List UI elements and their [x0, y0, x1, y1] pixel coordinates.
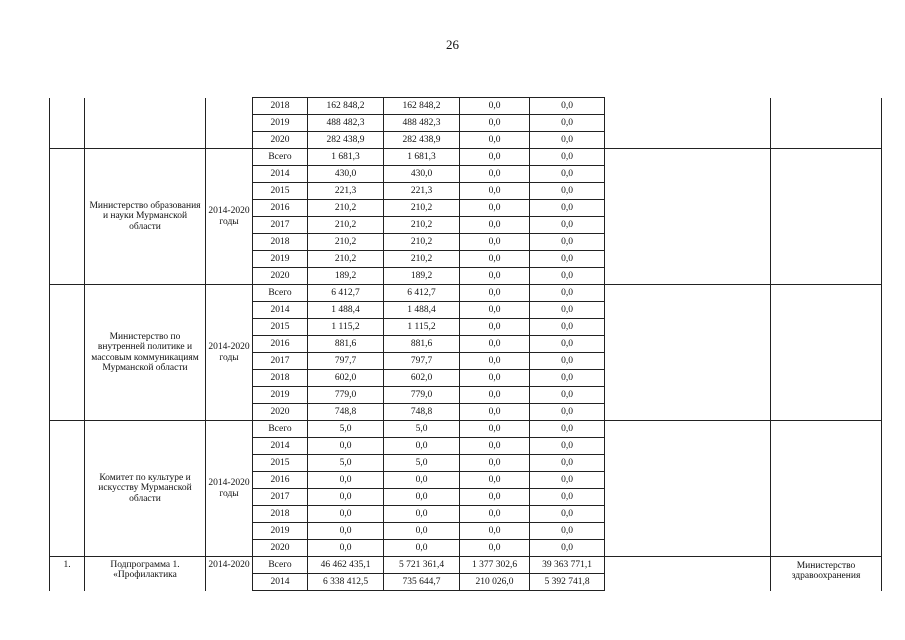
amount-cell: 0,0: [530, 523, 605, 540]
year-cell: 2018: [253, 370, 308, 387]
amount-cell: 1 488,4: [384, 302, 460, 319]
amount-cell: 797,7: [384, 353, 460, 370]
total-cell: 881,6: [308, 336, 384, 353]
amount-cell: 0,0: [530, 234, 605, 251]
total-cell: 282 438,9: [308, 132, 384, 149]
total-cell: 430,0: [308, 166, 384, 183]
total-cell: 210,2: [308, 234, 384, 251]
amount-cell: 0,0: [530, 472, 605, 489]
total-cell: 0,0: [308, 540, 384, 557]
amount-cell: 0,0: [460, 302, 530, 319]
amount-cell: 39 363 771,1: [530, 557, 605, 574]
amount-cell: 0,0: [530, 387, 605, 404]
item-name: Подпрограмма 1. «Профилактика: [85, 557, 206, 591]
amount-cell: 0,0: [460, 472, 530, 489]
amount-cell: 735 644,7: [384, 574, 460, 591]
executor-cell: Министерство здравоохранения: [771, 557, 882, 591]
total-cell: 5,0: [308, 455, 384, 472]
total-cell: 748,8: [308, 404, 384, 421]
total-cell: 5,0: [308, 421, 384, 438]
amount-cell: 0,0: [460, 268, 530, 285]
amount-cell: 282 438,9: [384, 132, 460, 149]
total-cell: 488 482,3: [308, 115, 384, 132]
amount-cell: 5 721 361,4: [384, 557, 460, 574]
year-cell: 2018: [253, 98, 308, 115]
amount-cell: 0,0: [530, 438, 605, 455]
amount-cell: 0,0: [530, 115, 605, 132]
total-cell: 0,0: [308, 489, 384, 506]
year-cell: 2017: [253, 489, 308, 506]
amount-cell: 221,3: [384, 183, 460, 200]
amount-cell: 0,0: [530, 455, 605, 472]
amount-cell: 0,0: [460, 234, 530, 251]
item-number: [50, 98, 85, 149]
indicator-cell: [605, 557, 771, 591]
amount-cell: 0,0: [530, 166, 605, 183]
item-period: 2014-2020 годы: [206, 285, 253, 421]
amount-cell: 0,0: [460, 455, 530, 472]
amount-cell: 162 848,2: [384, 98, 460, 115]
total-cell: 0,0: [308, 506, 384, 523]
year-cell: 2018: [253, 506, 308, 523]
amount-cell: 0,0: [460, 132, 530, 149]
amount-cell: 881,6: [384, 336, 460, 353]
total-cell: 0,0: [308, 472, 384, 489]
amount-cell: 0,0: [530, 285, 605, 302]
amount-cell: 488 482,3: [384, 115, 460, 132]
year-cell: 2019: [253, 251, 308, 268]
item-number: [50, 285, 85, 421]
year-cell: 2019: [253, 115, 308, 132]
amount-cell: 0,0: [530, 183, 605, 200]
total-cell: 162 848,2: [308, 98, 384, 115]
amount-cell: 0,0: [460, 404, 530, 421]
amount-cell: 0,0: [530, 98, 605, 115]
item-number: [50, 421, 85, 557]
year-cell: Всего: [253, 421, 308, 438]
item-name: Комитет по культуре и искусству Мурманской области: [85, 421, 206, 557]
amount-cell: 0,0: [460, 115, 530, 132]
page-number: 26: [446, 37, 459, 52]
year-cell: 2020: [253, 268, 308, 285]
executor-cell: [771, 285, 882, 421]
executor-cell: [771, 149, 882, 285]
year-cell: 2014: [253, 166, 308, 183]
amount-cell: 0,0: [460, 421, 530, 438]
year-cell: 2016: [253, 472, 308, 489]
total-cell: 779,0: [308, 387, 384, 404]
amount-cell: 210,2: [384, 234, 460, 251]
item-number: [50, 149, 85, 285]
item-period: 2014-2020 годы: [206, 149, 253, 285]
amount-cell: 0,0: [530, 217, 605, 234]
amount-cell: 0,0: [530, 268, 605, 285]
year-cell: 2016: [253, 200, 308, 217]
amount-cell: 0,0: [460, 251, 530, 268]
indicator-cell: [605, 149, 771, 285]
amount-cell: 0,0: [384, 438, 460, 455]
table-row: [50, 149, 882, 166]
year-cell: 2017: [253, 217, 308, 234]
amount-cell: 0,0: [460, 387, 530, 404]
amount-cell: 0,0: [460, 438, 530, 455]
year-cell: 2020: [253, 132, 308, 149]
amount-cell: 0,0: [460, 489, 530, 506]
amount-cell: 0,0: [530, 353, 605, 370]
year-cell: 2016: [253, 336, 308, 353]
amount-cell: 0,0: [460, 540, 530, 557]
amount-cell: 0,0: [530, 540, 605, 557]
amount-cell: 0,0: [460, 319, 530, 336]
year-cell: 2015: [253, 319, 308, 336]
amount-cell: 0,0: [460, 149, 530, 166]
executor-cell: [771, 98, 882, 149]
amount-cell: 0,0: [460, 166, 530, 183]
executor-cell: [771, 421, 882, 557]
amount-cell: 0,0: [530, 370, 605, 387]
total-cell: 1 115,2: [308, 319, 384, 336]
amount-cell: 0,0: [530, 336, 605, 353]
total-cell: 210,2: [308, 217, 384, 234]
item-name: [85, 98, 206, 149]
total-cell: 1 681,3: [308, 149, 384, 166]
year-cell: 2014: [253, 302, 308, 319]
indicator-cell: [605, 285, 771, 421]
item-period: 2014-2020 годы: [206, 421, 253, 557]
indicator-cell: [605, 98, 771, 149]
amount-cell: 6 412,7: [384, 285, 460, 302]
total-cell: 602,0: [308, 370, 384, 387]
amount-cell: 0,0: [530, 506, 605, 523]
indicator-cell: [605, 421, 771, 557]
amount-cell: 0,0: [460, 200, 530, 217]
amount-cell: 189,2: [384, 268, 460, 285]
amount-cell: 5 392 741,8: [530, 574, 605, 591]
year-cell: 2015: [253, 455, 308, 472]
amount-cell: 0,0: [530, 132, 605, 149]
table-row: [50, 285, 882, 302]
total-cell: 210,2: [308, 251, 384, 268]
amount-cell: 1 377 302,6: [460, 557, 530, 574]
year-cell: 2015: [253, 183, 308, 200]
amount-cell: 0,0: [460, 506, 530, 523]
total-cell: 221,3: [308, 183, 384, 200]
table-row: [50, 98, 882, 115]
amount-cell: 210,2: [384, 200, 460, 217]
item-period: [206, 98, 253, 149]
total-cell: 0,0: [308, 523, 384, 540]
total-cell: 46 462 435,1: [308, 557, 384, 574]
amount-cell: 0,0: [460, 336, 530, 353]
item-number: 1.: [50, 557, 85, 591]
year-cell: 2020: [253, 404, 308, 421]
amount-cell: 0,0: [460, 370, 530, 387]
amount-cell: 0,0: [530, 149, 605, 166]
year-cell: 2019: [253, 387, 308, 404]
amount-cell: 210,2: [384, 217, 460, 234]
year-cell: Всего: [253, 285, 308, 302]
year-cell: Всего: [253, 557, 308, 574]
amount-cell: 210,2: [384, 251, 460, 268]
amount-cell: 0,0: [530, 489, 605, 506]
amount-cell: 210 026,0: [460, 574, 530, 591]
total-cell: 6 338 412,5: [308, 574, 384, 591]
total-cell: 0,0: [308, 438, 384, 455]
total-cell: 189,2: [308, 268, 384, 285]
item-name: Министерство образования и науки Мурманской области: [85, 149, 206, 285]
amount-cell: 0,0: [384, 506, 460, 523]
table-row: [50, 557, 882, 574]
amount-cell: 0,0: [530, 421, 605, 438]
amount-cell: 430,0: [384, 166, 460, 183]
amount-cell: 0,0: [530, 200, 605, 217]
amount-cell: 5,0: [384, 455, 460, 472]
table-row: [50, 421, 882, 438]
amount-cell: 779,0: [384, 387, 460, 404]
amount-cell: 1 681,3: [384, 149, 460, 166]
amount-cell: 0,0: [460, 523, 530, 540]
year-cell: 2020: [253, 540, 308, 557]
amount-cell: 0,0: [384, 523, 460, 540]
amount-cell: 602,0: [384, 370, 460, 387]
amount-cell: 0,0: [530, 302, 605, 319]
year-cell: 2017: [253, 353, 308, 370]
year-cell: 2018: [253, 234, 308, 251]
amount-cell: 0,0: [384, 540, 460, 557]
amount-cell: 0,0: [530, 251, 605, 268]
amount-cell: 0,0: [530, 319, 605, 336]
total-cell: 210,2: [308, 200, 384, 217]
total-cell: 6 412,7: [308, 285, 384, 302]
total-cell: 1 488,4: [308, 302, 384, 319]
amount-cell: 0,0: [460, 353, 530, 370]
amount-cell: 0,0: [460, 285, 530, 302]
item-period: 2014-2020: [206, 557, 253, 591]
amount-cell: 0,0: [460, 217, 530, 234]
year-cell: 2014: [253, 574, 308, 591]
amount-cell: 0,0: [384, 472, 460, 489]
year-cell: Всего: [253, 149, 308, 166]
amount-cell: 5,0: [384, 421, 460, 438]
amount-cell: 0,0: [460, 183, 530, 200]
amount-cell: 0,0: [460, 98, 530, 115]
total-cell: 797,7: [308, 353, 384, 370]
amount-cell: 0,0: [384, 489, 460, 506]
amount-cell: 0,0: [530, 404, 605, 421]
year-cell: 2014: [253, 438, 308, 455]
year-cell: 2019: [253, 523, 308, 540]
budget-table: [49, 97, 882, 591]
amount-cell: 1 115,2: [384, 319, 460, 336]
amount-cell: 748,8: [384, 404, 460, 421]
item-name: Министерство по внутренней политике и массовым коммуникациям Мурманской области: [85, 285, 206, 421]
